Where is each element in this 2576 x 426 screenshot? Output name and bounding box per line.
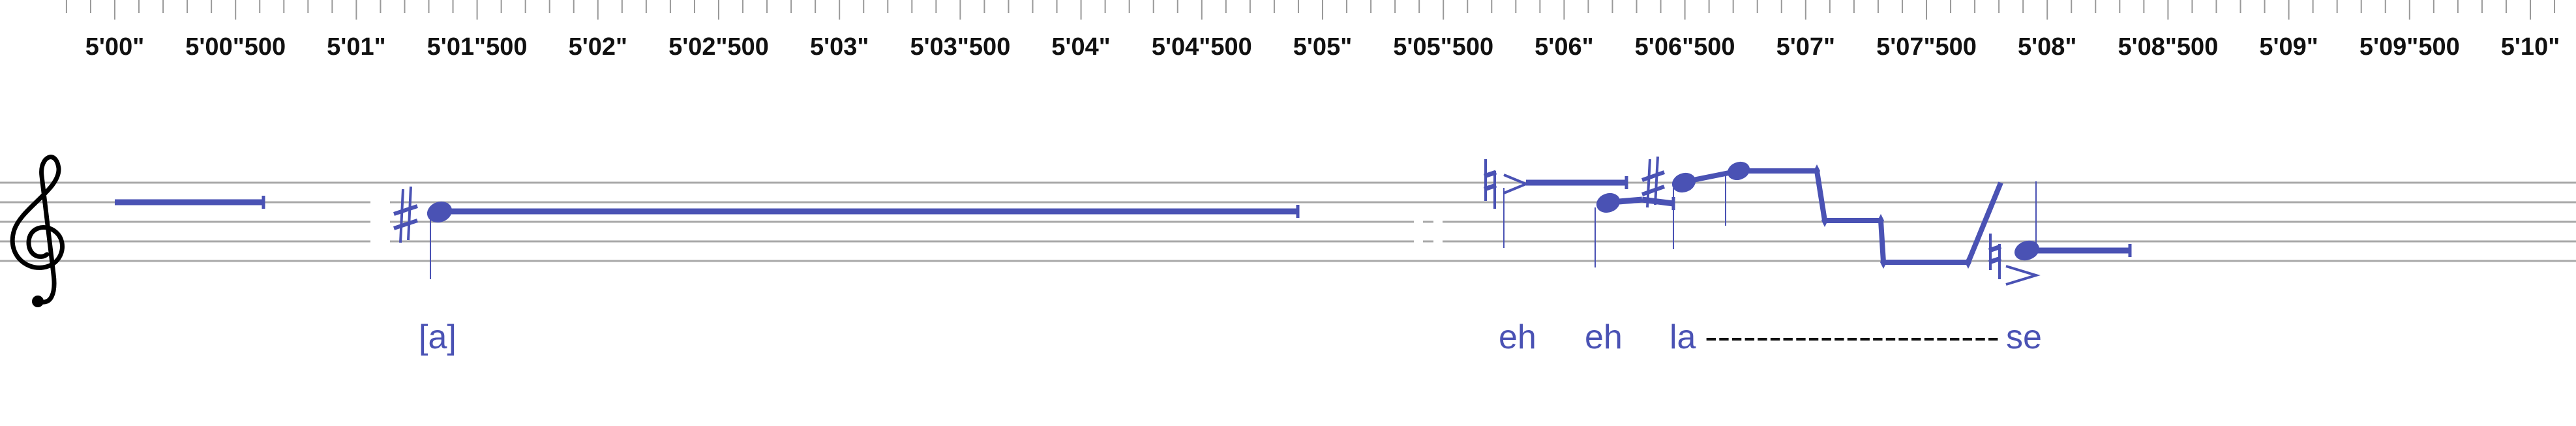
ruler-tick-label: 5'06"500 [1634,33,1735,61]
lyric-syllable: la [1670,318,1696,356]
ruler-tick-label: 5'08" [2017,33,2077,61]
sharp-stroke [1642,172,1664,180]
ruler-tick-label: 5'08"500 [2118,33,2219,61]
ruler-tick-label: 5'09" [2259,33,2318,61]
time-ruler-labels [85,33,2560,61]
sharp-stroke [408,187,411,240]
ruler-tick-label: 5'03" [809,33,869,61]
ruler-tick-label: 5'01" [327,33,386,61]
ruler-tick-label: 5'07"500 [1876,33,1977,61]
sharp-stroke [400,189,403,243]
lyric-syllable: se [2006,318,2042,356]
ruler-tick-label: 5'00" [85,33,145,61]
ruler-tick-label: 5'05"500 [1393,33,1494,61]
ruler-tick-label: 5'04"500 [1151,33,1252,61]
ruler-tick-label: 5'07" [1776,33,1836,61]
sharp-stroke [1642,187,1664,194]
accent-mark-icon [2006,266,2036,284]
note-duration-bar [1619,200,1642,202]
ruler-tick-label: 5'06" [1535,33,1594,61]
treble-clef-dot [32,296,44,307]
lyric-extender: ----------------------- [1705,318,1999,356]
glide-segment [1881,221,1883,262]
ruler-tick-label: 5'10" [2500,33,2560,61]
ruler-tick-label: 5'05" [1293,33,1353,61]
treble-clef-icon [12,157,62,307]
ruler-tick-label: 5'02"500 [668,33,769,61]
ruler-tick-label: 5'03"500 [910,33,1011,61]
accent-mark-icon [1504,175,1526,193]
notation [115,157,2130,284]
sharp-stroke [394,206,417,214]
time-ruler [67,0,2554,20]
glide-segment [1817,171,1825,221]
ruler-tick-label: 5'02" [568,33,628,61]
lyric-syllable: eh [1499,318,1536,356]
ruler-tick-label: 5'04" [1051,33,1111,61]
lyric-syllable: [a] [419,318,457,356]
sharp-sign-icon [394,187,417,243]
note-head[interactable] [1594,190,1622,216]
ruler-tick-label: 5'01"500 [427,33,528,61]
ruler-tick-label: 5'00"500 [185,33,286,61]
lyric-syllable: eh [1585,318,1623,356]
lyrics [419,318,2042,356]
ruler-tick-label: 5'09"500 [2359,33,2460,61]
treble-clef-stroke [12,157,62,303]
sharp-stroke [1655,157,1658,205]
